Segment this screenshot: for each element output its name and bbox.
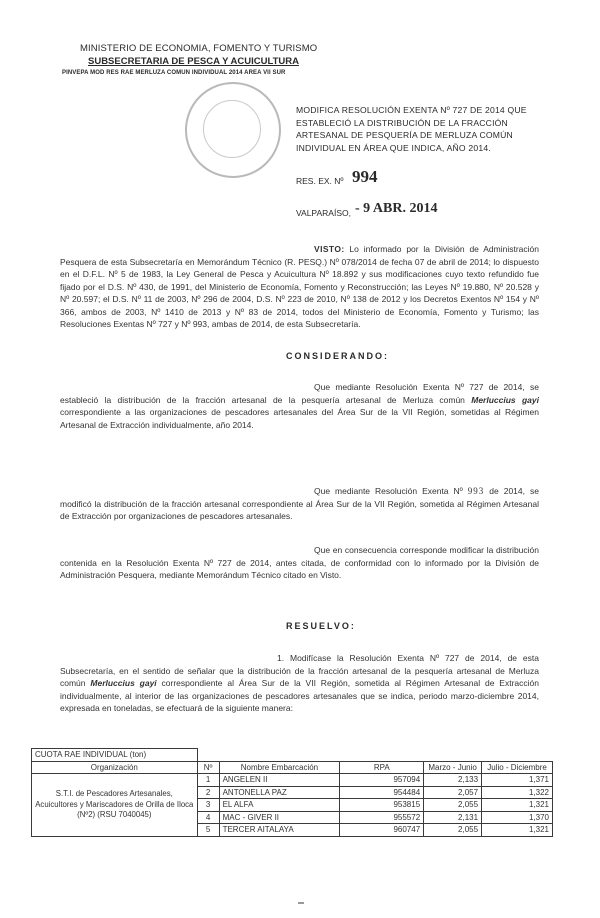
considerando-paragraph-3: Que en consecuencia corresponde modificar la distribución contenida en la Resolución Exenta Nº 727 de 2014, antes citada, de conformidad con lo informado por la División de Administración Pesquera, mediante Memorándum Técnico citado en Visto. [60,545,539,580]
document-reference: PINVEPA MOD RES RAE MERLUZA COMUN INDIVIDUAL 2014 AREA VII SUR [62,70,286,76]
c2-text-a: Que mediante Resolución Exenta Nº [314,486,463,496]
march-june-value: 2,055 [424,799,482,812]
july-december-value: 1,321 [482,824,553,837]
march-june-value: 2,055 [424,824,482,837]
considerando-paragraph-2 [60,485,539,523]
july-december-value: 1,321 [482,799,553,812]
table-row [32,774,553,787]
rpa-value: 954484 [340,786,424,799]
header-vessel: Nombre Embarcación [219,761,340,774]
rpa-value: 955572 [340,811,424,824]
row-number: 5 [197,824,219,837]
c1-text-b: correspondiente a las organizaciones de pescadores artesanales del Área Sur de la VII Región, sometidas al Régimen Artesanal de Extracción individualmente, año 2014. [60,407,539,430]
page-mark [298,902,304,904]
r1-text-a: 1. Modifícase la Resolución Exenta Nº 727 de 2014, de esta Subsecretaría, en el sentido de señalar que la distribución de la fracción artesanal de la pesquería artesanal de Merluza común [60,653,539,688]
row-number: 3 [197,799,219,812]
header-rpa: RPA [340,761,424,774]
considerando-paragraph-1 [60,381,539,431]
row-number: 2 [197,786,219,799]
visto-label: VISTO: [314,244,345,254]
rpa-value: 953815 [340,799,424,812]
subsecretaria-name: SUBSECRETARIA DE PESCA Y ACUICULTURA [88,56,299,67]
rpa-value: 957094 [340,774,424,787]
r1-species: Merluccius gayi [90,678,157,688]
resolution-date: - 9 ABR. 2014 [355,201,438,216]
document-title: MODIFICA RESOLUCIÓN EXENTA Nº 727 DE 2014 QUE ESTABLECIÓ LA DISTRIBUCIÓN DE LA FRACCIÓN ARTESANAL DE PESQUERÍA DE MERLUZA COMÚN INDIVIDUAL EN ÁREA QUE INDICA, AÑO 2014. [296,105,527,153]
july-december-value: 1,322 [482,786,553,799]
visto-text: Lo informado por la División de Administración Pesquera de esta Subsecretaría en Memorándum Técnico (R. PESQ.) Nº 078/2014 de fecha 07 de abril de 2014; lo dispuesto en el D.F.L. Nº 5 de 1983, la Ley General de Pesca y Acuicultura Nº 18.892 y sus modificaciones cuyo texto refundido fue fijado por el D.S. Nº 430, de 1991, del Ministerio de Economía, Fomento y Reconstrucción; las Leyes Nº 19.880, Nº 20.528 y Nº 20.597; el D.S. Nº 11 de 2003, Nº 296 de 2004, D.S. Nº 223 de 2010, Nº 138 de 2012 y los Decretos Exentos Nº 154 y Nº 366, ambos de 2003, Nº 1410 de 2013 y Nº 83 de 2014, todos del Ministerio de Economía, Fomento y Turismo; las Resoluciones Exentas Nº 727 y Nº 993, ambas de 2014, de esta Subsecretaría. [60,244,539,329]
july-december-value: 1,371 [482,774,553,787]
table-title: CUOTA RAE INDIVIDUAL (ton) [32,749,198,762]
header-july-december: Julio - Diciembre [482,761,553,774]
july-december-value: 1,370 [482,811,553,824]
vessel-name: TERCER AITALAYA [219,824,340,837]
march-june-value: 2,057 [424,786,482,799]
header-march-june: Marzo - Junio [424,761,482,774]
resolution-label: RES. EX. Nº [296,176,344,186]
organization-name: S.T.I. de Pescadores Artesanales, Acuicultores y Mariscadores de Orilla de Iloca (Nº2) (RSU 7040045) [32,774,198,837]
official-stamp [185,82,281,178]
resuelvo-paragraph-1 [60,652,539,715]
march-june-value: 2,131 [424,811,482,824]
header-organization: Organización [32,761,198,774]
vessel-name: ANGELEN II [219,774,340,787]
table-title-spacer [197,749,552,762]
resuelvo-heading: RESUELVO: [286,621,356,631]
c1-species: Merluccius gayi [471,394,539,405]
ministry-name: MINISTERIO DE ECONOMIA, FOMENTO Y TURISMO [80,43,318,54]
visto-paragraph [60,243,539,331]
table-header-row [32,761,553,774]
quota-table [31,748,553,837]
c2-handwritten-number: 993 [467,486,485,496]
march-june-value: 2,133 [424,774,482,787]
vessel-name: EL ALFA [219,799,340,812]
considerando-heading: CONSIDERANDO: [286,351,390,361]
c2-text-b: de 2014, se modificó la distribución de la fracción artesanal correspondiente al Área Sur de la VII Región, sometida al Régimen Artesanal de Extracción por organizaciones de pescadores artesanales. [60,486,539,521]
row-number: 4 [197,811,219,824]
vessel-name: ANTONELLA PAZ [219,786,340,799]
table-title-row [32,749,553,762]
row-number: 1 [197,774,219,787]
resolution-number: 994 [352,167,378,186]
rpa-value: 960747 [340,824,424,837]
r1-text-b: correspondiente al Área Sur de la VII Región, sometida al Régimen Artesanal de Extracción individualmente, al interior de las organizaciones de pescadores artesanales que se indica, periodo marzo-diciembre 2014, expresada en toneladas, se efectuará de la siguiente manera: [60,678,539,713]
stamp-inner-ring [203,100,261,158]
resolution-place: VALPARAÍSO, [296,208,351,218]
header-number: Nº [197,761,219,774]
c1-text-a: Que mediante Resolución Exenta Nº 727 de 2014, se estableció la distribución de la fracción artesanal de la pesquería artesanal de Merluza común [60,382,539,405]
vessel-name: MAC - GIVER II [219,811,340,824]
